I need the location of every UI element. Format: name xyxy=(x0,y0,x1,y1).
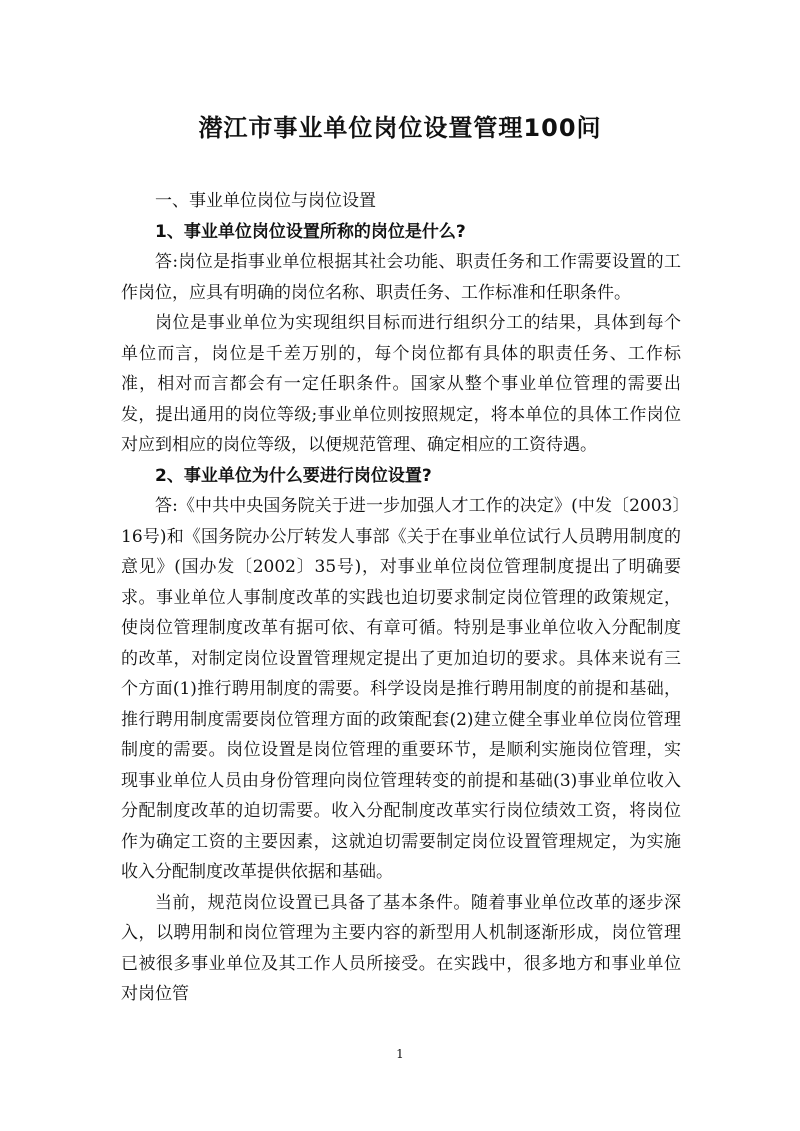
answer-2-paragraph-1: 答:《中共中央国务院关于进一步加强人才工作的决定》(中发〔2003〕16号)和《国务院办公厅转发人事部《关于在事业单位试行人员聘用制度的意见》(国办发〔2002〕35号)，对事业单位岗位管理制度提出了明确要求。事业单位人事制度改革的实践也迫切要求制定岗位管理的政策规定，使岗位管理制度改革有据可依、有章可循。特别是事业单位收入分配制度的改革，对制定岗位设置管理规定提出了更加迫切的要求。具体来说有三个方面(1)推行聘用制度的需要。科学设岗是推行聘用制度的前提和基础，推行聘用制度需要岗位管理方面的政策配套(2)建立健全事业单位岗位管理制度的需要。岗位设置是岗位管理的重要环节，是顺利实施岗位管理，实现事业单位人员由身份管理向岗位管理转变的前提和基础(3)事业单位收入分配制度改革的迫切需要。收入分配制度改革实行岗位绩效工资，将岗位作为确定工资的主要因素，这就迫切需要制定岗位设置管理规定，为实施收入分配制度改革提供依据和基础。 xyxy=(121,496,681,882)
document-title: 潜江市事业单位岗位设置管理100问 xyxy=(198,114,602,142)
question-2: 2、事业单位为什么要进行岗位设置? xyxy=(155,465,432,486)
page-number: 1 xyxy=(396,1047,404,1061)
answer-2-paragraph-2: 当前，规范岗位设置已具备了基本条件。随着事业单位改革的逐步深入，以聘用制和岗位管理为主要内容的新型用人机制逐渐形成，岗位管理已被很多事业单位及其工作人员所接受。在实践中，很多地方和事业单位对岗位管 xyxy=(121,892,681,1004)
question-1: 1、事业单位岗位设置所称的岗位是什么? xyxy=(155,221,466,242)
section-heading: 一、事业单位岗位与岗位设置 xyxy=(155,191,376,211)
answer-1-paragraph-1: 答:岗位是指事业单位根据其社会功能、职责任务和工作需要设置的工作岗位，应具有明确的岗位名称、职责任务、工作标准和任职条件。 xyxy=(121,252,681,303)
answer-1-paragraph-2: 岗位是事业单位为实现组织目标而进行组织分工的结果，具体到每个单位而言，岗位是千差万别的，每个岗位都有具体的职责任务、工作标准，相对而言都会有一定任职条件。国家从整个事业单位管理的需要出发，提出通用的岗位等级;事业单位则按照规定，将本单位的具体工作岗位对应到相应的岗位等级，以便规范管理、确定相应的工资待遇。 xyxy=(121,313,681,455)
document-body xyxy=(121,186,681,1010)
